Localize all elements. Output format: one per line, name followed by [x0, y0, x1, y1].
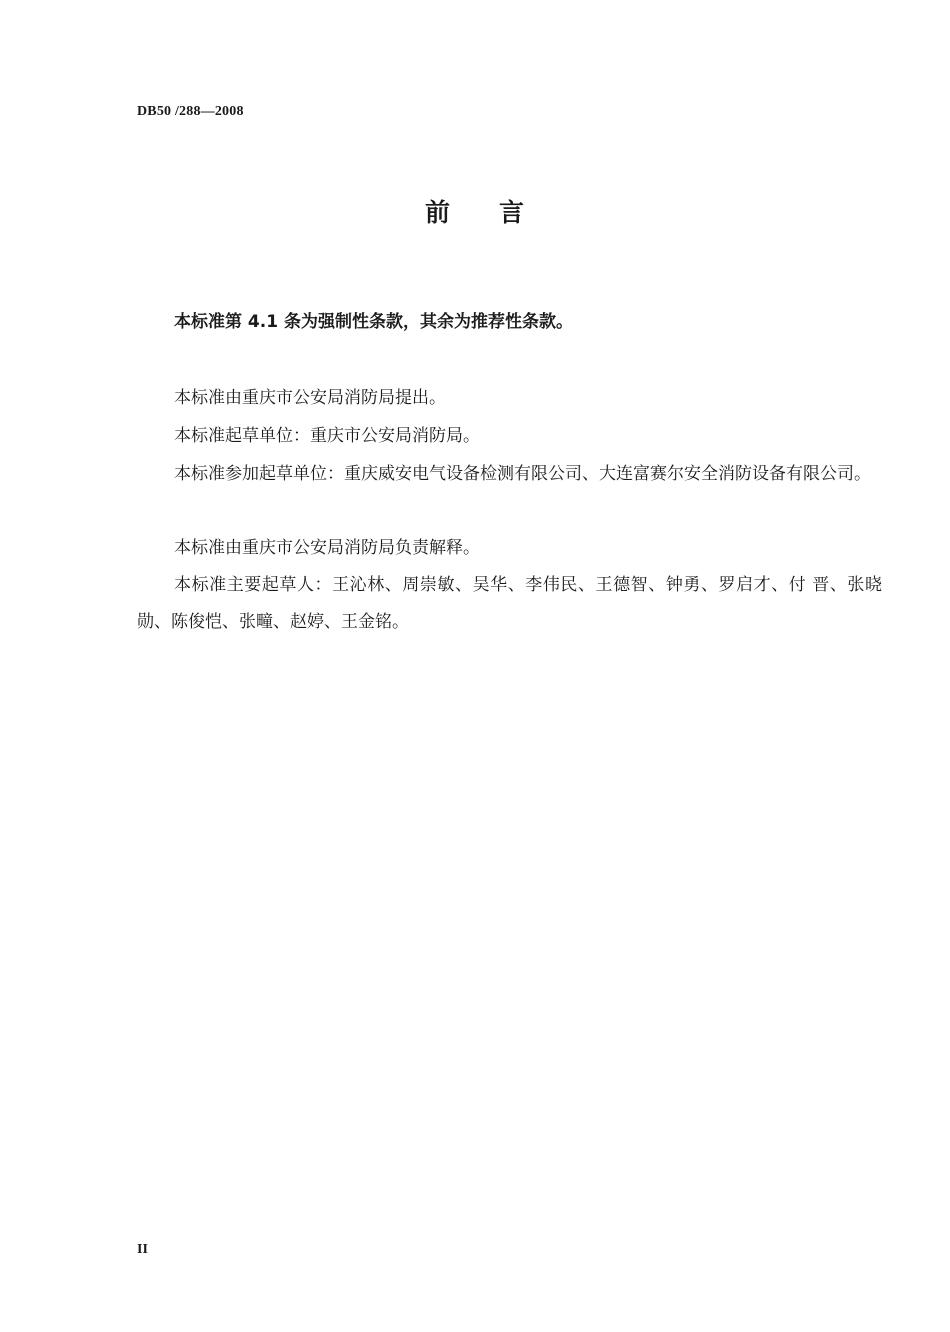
participating-units-statement: 本标准参加起草单位：重庆威安电气设备检测有限公司、大连富赛尔安全消防设备有限公司。 — [174, 464, 871, 484]
drafting-unit-statement: 本标准起草单位：重庆市公安局消防局。 — [174, 426, 480, 446]
proposer-statement: 本标准由重庆市公安局消防局提出。 — [174, 388, 446, 408]
interpretation-statement: 本标准由重庆市公安局消防局负责解释。 — [174, 538, 480, 558]
standard-code: DB50 /288—2008 — [137, 104, 244, 119]
mandatory-clause-statement: 本标准第 4.1 条为强制性条款，其余为推荐性条款。 — [174, 312, 573, 332]
page-number: II — [137, 1242, 148, 1257]
page-title-char-1: 前 — [424, 198, 451, 227]
page-title — [0, 193, 950, 229]
drafters-statement: 本标准主要起草人：王沁林、周崇敏、吴华、李伟民、王德智、钟勇、罗启才、付 晋、张晓勋、陈俊恺、张疃、赵婷、王金铭。 — [137, 575, 882, 632]
page-title-char-2: 言 — [499, 198, 526, 227]
